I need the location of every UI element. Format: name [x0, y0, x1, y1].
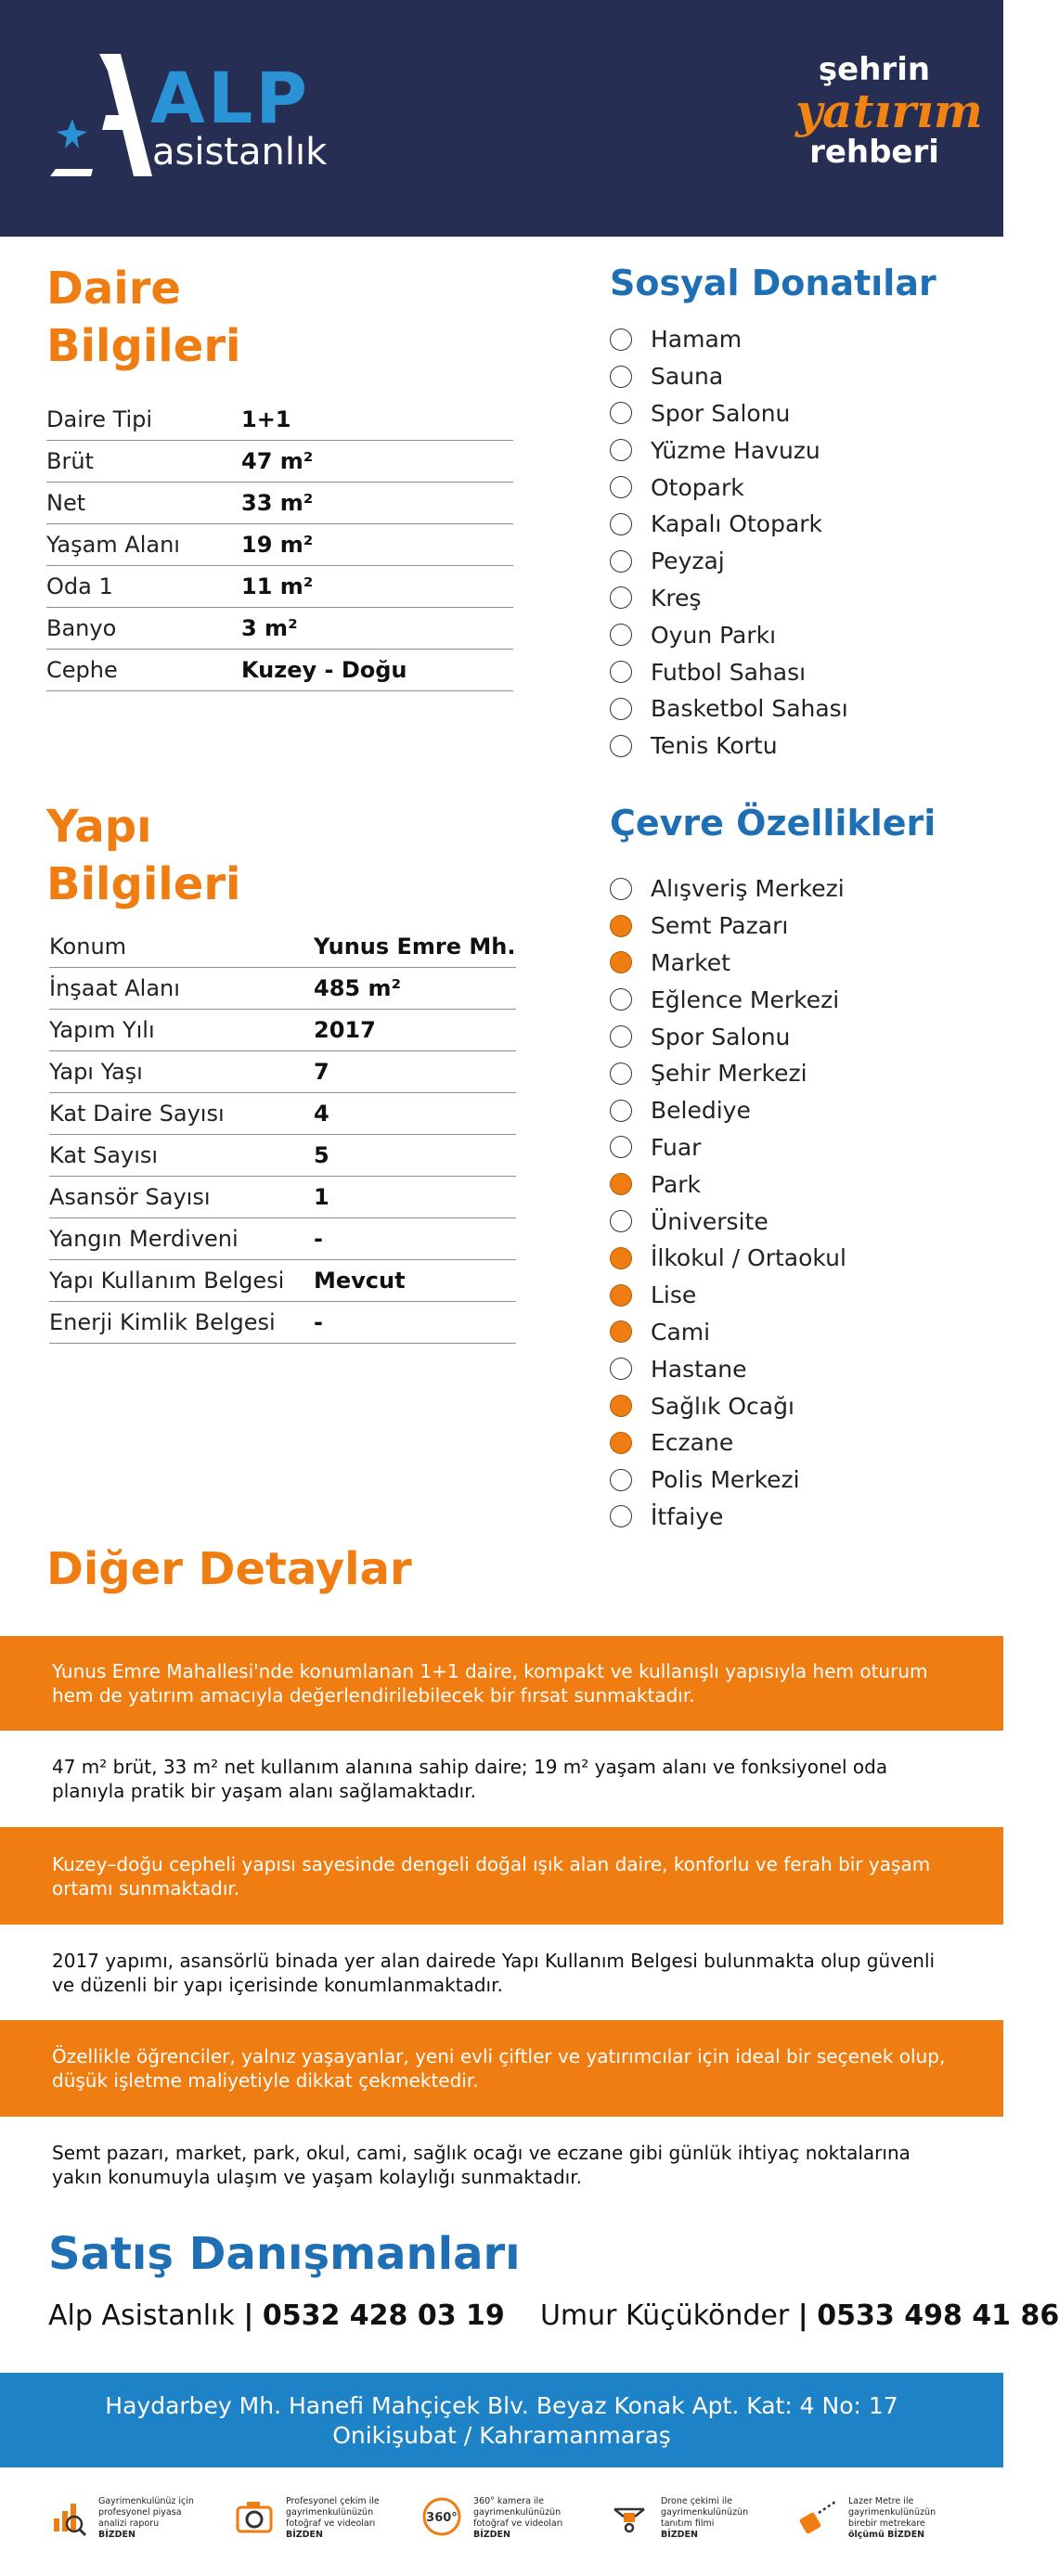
cevre-item: [610, 981, 846, 1018]
unchecked-circle-icon: [610, 1469, 632, 1491]
service-feature-line: fotoğraf ve videoları: [286, 2518, 376, 2529]
cevre-item-label: Belediye: [651, 1097, 751, 1125]
service-feature-line: fotoğraf ve videoları: [473, 2518, 563, 2529]
sosyal-item: [610, 690, 848, 728]
checked-circle-icon: [610, 1173, 632, 1195]
yapi-row: [49, 1177, 516, 1218]
sosyal-item: [610, 358, 848, 395]
diger-title: Diğer Detaylar: [46, 1543, 412, 1595]
service-feature: [609, 2496, 785, 2552]
cevre-item-label: Şehir Merkezi: [651, 1060, 807, 1088]
daire-row-value: 19 m²: [241, 532, 314, 558]
cevre-item-label: Spor Salonu: [651, 1023, 791, 1050]
sosyal-item-label: Futbol Sahası: [651, 658, 807, 686]
slogan-line-3: rehberi: [809, 134, 939, 171]
checked-circle-icon: [610, 1432, 632, 1454]
yapi-row-key: Enerji Kimlik Belgesi: [49, 1309, 276, 1335]
cevre-item-label: Fuar: [651, 1133, 702, 1161]
cevre-item-label: Sağlık Ocağı: [651, 1392, 794, 1420]
service-feature-line: BİZDEN: [473, 2530, 510, 2540]
market-analysis-icon: [46, 2496, 87, 2537]
services-footer: [0, 2479, 1003, 2563]
yapi-row-value: Mevcut: [314, 1268, 406, 1294]
daire-row-key: Oda 1: [46, 573, 113, 599]
sosyal-item: [610, 431, 848, 469]
consultant-1-name: Alp Asistanlık: [48, 2299, 235, 2332]
daire-title: [46, 260, 240, 375]
service-feature-text: [98, 2496, 219, 2541]
yapi-row-value: -: [314, 1309, 323, 1335]
service-feature: [796, 2496, 973, 2552]
checked-circle-icon: [610, 1320, 632, 1343]
yapi-row-value: 2017: [314, 1017, 376, 1043]
consultant-2-name: Umur Küçükönder: [539, 2299, 790, 2332]
daire-row-key: Net: [46, 490, 86, 516]
service-feature-line: BİZDEN: [98, 2530, 136, 2540]
yapi-row-key: İnşaat Alanı: [49, 975, 180, 1001]
sosyal-item: [610, 469, 848, 506]
sosyal-item-label: Hamam: [651, 326, 743, 354]
cevre-item-label: Cami: [651, 1318, 711, 1346]
service-feature-line: gayrimenkulünüzün: [286, 2507, 374, 2518]
sosyal-item-label: Otopark: [651, 473, 744, 501]
service-feature: [46, 2496, 223, 2552]
sosyal-item-label: Yüzme Havuzu: [651, 436, 820, 464]
service-feature-line: profesyonel piyasa: [98, 2507, 182, 2518]
daire-row: [46, 524, 513, 566]
cevre-item-label: Semt Pazarı: [651, 912, 789, 940]
sosyal-item: [610, 395, 848, 432]
yapi-row-key: Kat Sayısı: [49, 1142, 159, 1168]
cevre-item-label: İlkokul / Ortaokul: [651, 1244, 846, 1272]
detail-paragraph-4: 2017 yapımı, asansörlü binada yer alan dairede Yapı Kullanım Belgesi bulunmakta olup güvenli ve düzenli bir yapı içerisinde konumlanmaktadır.: [0, 1925, 1003, 2020]
detail-paragraph-3: Kuzey–doğu cepheli yapısı sayesinde dengeli doğal ışık alan daire, konforlu ve ferah bir yaşam ortamı sunmaktadır.: [0, 1827, 1003, 1925]
yapi-row: [49, 1010, 516, 1051]
service-feature: [421, 2496, 598, 2552]
unchecked-circle-icon: [610, 988, 632, 1011]
unchecked-circle-icon: [610, 661, 632, 683]
unchecked-circle-icon: [610, 586, 632, 609]
sosyal-item: [610, 580, 848, 617]
service-feature-line: birebir metrekare: [848, 2518, 925, 2529]
unchecked-circle-icon: [610, 1210, 632, 1232]
service-feature-line: 360° kamera ile: [473, 2496, 545, 2506]
sosyal-item-label: Peyzaj: [651, 547, 725, 575]
unchecked-circle-icon: [610, 476, 632, 498]
sosyal-item-label: Spor Salonu: [651, 399, 791, 427]
yapi-row-key: Konum: [49, 934, 127, 960]
unchecked-circle-icon: [610, 624, 632, 646]
cevre-item: [610, 1129, 846, 1166]
daire-title-line-2: Bilgileri: [46, 320, 241, 372]
yapi-row-key: Kat Daire Sayısı: [49, 1101, 225, 1127]
sosyal-item-label: Oyun Parkı: [651, 621, 777, 649]
logo-subtitle: asistanlık: [152, 131, 328, 174]
daire-row-key: Yaşam Alanı: [46, 532, 180, 558]
address-line-2: Onikişubat / Kahramanmaraş: [332, 2422, 671, 2449]
yapi-row-key: Yapı Kullanım Belgesi: [49, 1268, 285, 1294]
cevre-item-label: Alışveriş Merkezi: [651, 875, 845, 903]
sosyal-item: [610, 543, 848, 580]
cevre-item-label: Park: [651, 1170, 702, 1198]
yapi-row: [49, 1051, 516, 1093]
yapi-row-value: Yunus Emre Mh.: [314, 934, 516, 960]
service-feature-line: gayrimenkulünüzün: [848, 2507, 936, 2518]
daire-row-key: Banyo: [46, 615, 117, 641]
yapi-row-key: Yangın Merdiveni: [49, 1226, 239, 1252]
cevre-checklist: [610, 870, 846, 1535]
checked-circle-icon: [610, 951, 632, 973]
yapi-info-table: [49, 926, 516, 1344]
unchecked-circle-icon: [610, 328, 632, 351]
yapi-row-value: 1: [314, 1184, 329, 1210]
service-feature-text: [286, 2496, 407, 2541]
logo-wordmark: ALP: [150, 57, 310, 139]
service-feature-line: Gayrimenkulünüz için: [98, 2496, 194, 2506]
yapi-row-key: Asansör Sayısı: [49, 1184, 211, 1210]
service-feature-line: tanıtım filmi: [661, 2518, 715, 2529]
checked-circle-icon: [610, 1395, 632, 1417]
yapi-row-value: 7: [314, 1059, 329, 1085]
consultant-1-separator: |: [243, 2299, 254, 2332]
service-feature-line: Drone çekimi ile: [661, 2496, 732, 2506]
cevre-item-label: Market: [651, 948, 730, 976]
laser-meter-icon: [796, 2496, 837, 2537]
cevre-item: [610, 1499, 846, 1536]
daire-row-value: Kuzey - Doğu: [241, 657, 407, 683]
sosyal-checklist: [610, 321, 848, 765]
sosyal-title: Sosyal Donatılar: [610, 263, 936, 303]
slogan-line-2: yatırım: [795, 84, 983, 138]
yapi-title-line-1: Yapı: [46, 801, 152, 853]
detail-paragraph-1: Yunus Emre Mahallesi'nde konumlanan 1+1 daire, kompakt ve kullanışlı yapısıyla hem oturum hem de yatırım amacıyla değerlendirilebilecek bir fırsat sunmaktadır.: [0, 1636, 1003, 1731]
company-logo: [48, 54, 364, 184]
cevre-item: [610, 908, 846, 945]
unchecked-circle-icon: [610, 735, 632, 757]
slogan-line-1: şehrin: [818, 51, 931, 88]
daire-row: [46, 608, 513, 650]
drone-icon: [609, 2496, 650, 2537]
daire-row: [46, 566, 513, 608]
sosyal-item-label: Kapalı Otopark: [651, 510, 823, 538]
service-feature-line: Profesyonel çekim ile: [286, 2496, 380, 2506]
address-bar: [0, 2373, 1003, 2467]
unchecked-circle-icon: [610, 550, 632, 573]
daire-row-value: 1+1: [241, 406, 291, 432]
service-feature-text: [661, 2496, 781, 2541]
cevre-item: [610, 1424, 846, 1462]
cevre-item-label: Lise: [651, 1282, 697, 1309]
unchecked-circle-icon: [610, 513, 632, 535]
cevre-item: [610, 1092, 846, 1129]
360-icon: [421, 2496, 462, 2537]
cevre-item: [610, 945, 846, 982]
sosyal-item: [610, 321, 848, 358]
cevre-item-label: Eczane: [651, 1429, 734, 1457]
sosyal-item: [610, 506, 848, 543]
detail-paragraph-2: 47 m² brüt, 33 m² net kullanım alanına sahip daire; 19 m² yaşam alanı ve fonksiyonel oda planıyla pratik bir yaşam alanı sağlamaktadır.: [0, 1731, 1003, 1827]
yapi-row: [49, 968, 516, 1010]
daire-row-value: 3 m²: [241, 615, 298, 641]
daire-row-key: Daire Tipi: [46, 406, 153, 432]
detail-paragraph-5: Özellikle öğrenciler, yalnız yaşayanlar, yeni evli çiftler ve yatırımcılar için ideal bir seçenek olup, düşük işletme maliyetiyle dikkat çekmektedir.: [0, 2020, 1003, 2117]
unchecked-circle-icon: [610, 439, 632, 461]
yapi-row-key: Yapı Yaşı: [49, 1059, 143, 1085]
logo-a-star-icon: [48, 54, 160, 184]
cevre-item: [610, 1350, 846, 1387]
yapi-row: [49, 1302, 516, 1344]
consultant-2-phone[interactable]: 0533 498 41 86: [817, 2299, 1059, 2332]
svg-text:360°: 360°: [426, 2511, 458, 2525]
yapi-row-value: -: [314, 1226, 323, 1252]
yapi-row-value: 5: [314, 1142, 329, 1168]
service-feature-line: ölçümü BİZDEN: [848, 2530, 925, 2540]
sosyal-item: [610, 653, 848, 690]
sosyal-item-label: Sauna: [651, 363, 724, 391]
address-line-1: Haydarbey Mh. Hanefi Mahçiçek Blv. Beyaz Konak Apt. Kat: 4 No: 17: [105, 2392, 898, 2419]
sosyal-item-label: Tenis Kortu: [651, 732, 778, 760]
cevre-item: [610, 1203, 846, 1240]
cevre-item-label: Üniversite: [651, 1207, 768, 1235]
yapi-row: [49, 1093, 516, 1135]
cevre-item: [610, 1462, 846, 1499]
daire-row: [46, 399, 513, 441]
yapi-row-key: Yapım Yılı: [49, 1017, 155, 1043]
cevre-item-label: Polis Merkezi: [651, 1466, 800, 1494]
cevre-item: [610, 1314, 846, 1351]
daire-row-key: Cephe: [46, 657, 118, 683]
consultant-2-separator: |: [797, 2299, 808, 2332]
service-feature-line: Lazer Metre ile: [848, 2496, 914, 2506]
cevre-item: [610, 870, 846, 908]
unchecked-circle-icon: [610, 698, 632, 720]
daire-row-value: 33 m²: [241, 490, 314, 516]
cevre-item: [610, 1166, 846, 1203]
daire-row: [46, 483, 513, 524]
cevre-item-label: Eğlence Merkezi: [651, 985, 840, 1013]
cevre-item: [610, 1277, 846, 1314]
yapi-row: [49, 1218, 516, 1260]
unchecked-circle-icon: [610, 366, 632, 388]
daire-row-value: 11 m²: [241, 573, 314, 599]
unchecked-circle-icon: [610, 1063, 632, 1085]
unchecked-circle-icon: [610, 878, 632, 900]
daire-row: [46, 650, 513, 691]
unchecked-circle-icon: [610, 1025, 632, 1048]
cevre-item-label: Hastane: [651, 1355, 747, 1383]
daire-info-table: [46, 399, 513, 691]
service-feature-line: analizi raporu: [98, 2518, 160, 2529]
service-feature: [234, 2496, 410, 2552]
yapi-row: [49, 926, 516, 968]
cevre-item: [610, 1018, 846, 1055]
service-feature-line: BİZDEN: [286, 2530, 323, 2540]
daire-row: [46, 441, 513, 483]
service-feature-line: BİZDEN: [661, 2530, 698, 2540]
daire-row-value: 47 m²: [241, 448, 314, 474]
unchecked-circle-icon: [610, 1136, 632, 1158]
consultant-1-phone[interactable]: 0532 428 03 19: [262, 2299, 505, 2332]
satis-title: Satış Danışmanları: [48, 2228, 521, 2280]
yapi-row-value: 4: [314, 1101, 329, 1127]
cevre-item: [610, 1055, 846, 1092]
cevre-item-label: İtfaiye: [651, 1502, 724, 1530]
camera-icon: [234, 2496, 275, 2537]
checked-circle-icon: [610, 1247, 632, 1269]
header-banner: [0, 0, 1003, 237]
yapi-row: [49, 1260, 516, 1302]
slogan: [795, 51, 983, 171]
checked-circle-icon: [610, 915, 632, 937]
sosyal-item: [610, 616, 848, 653]
unchecked-circle-icon: [610, 1358, 632, 1380]
unchecked-circle-icon: [610, 402, 632, 424]
cevre-item: [610, 1240, 846, 1277]
cevre-title: Çevre Özellikleri: [610, 803, 936, 844]
detail-paragraph-6: Semt pazarı, market, park, okul, cami, sağlık ocağı ve eczane gibi günlük ihtiyaç noktalarına yakın konumuyla ulaşım ve yaşam kolaylığı sunmaktadır.: [0, 2117, 1003, 2213]
service-feature-line: gayrimenkulünüzün: [661, 2507, 749, 2518]
service-feature-line: gayrimenkulünüzün: [473, 2507, 562, 2518]
sosyal-item-label: Kreş: [651, 584, 702, 612]
unchecked-circle-icon: [610, 1505, 632, 1527]
cevre-item: [610, 1387, 846, 1424]
yapi-title-line-2: Bilgileri: [46, 858, 241, 910]
service-feature-text: [473, 2496, 594, 2541]
yapi-row-value: 485 m²: [314, 975, 401, 1001]
unchecked-circle-icon: [610, 1100, 632, 1122]
sosyal-item: [610, 728, 848, 765]
contact-line: [48, 2299, 1059, 2332]
yapi-title: [46, 798, 240, 913]
sosyal-item-label: Basketbol Sahası: [651, 695, 848, 723]
daire-title-line-1: Daire: [46, 263, 181, 315]
yapi-row: [49, 1135, 516, 1177]
service-feature-text: [848, 2496, 969, 2541]
checked-circle-icon: [610, 1284, 632, 1307]
daire-row-key: Brüt: [46, 448, 94, 474]
